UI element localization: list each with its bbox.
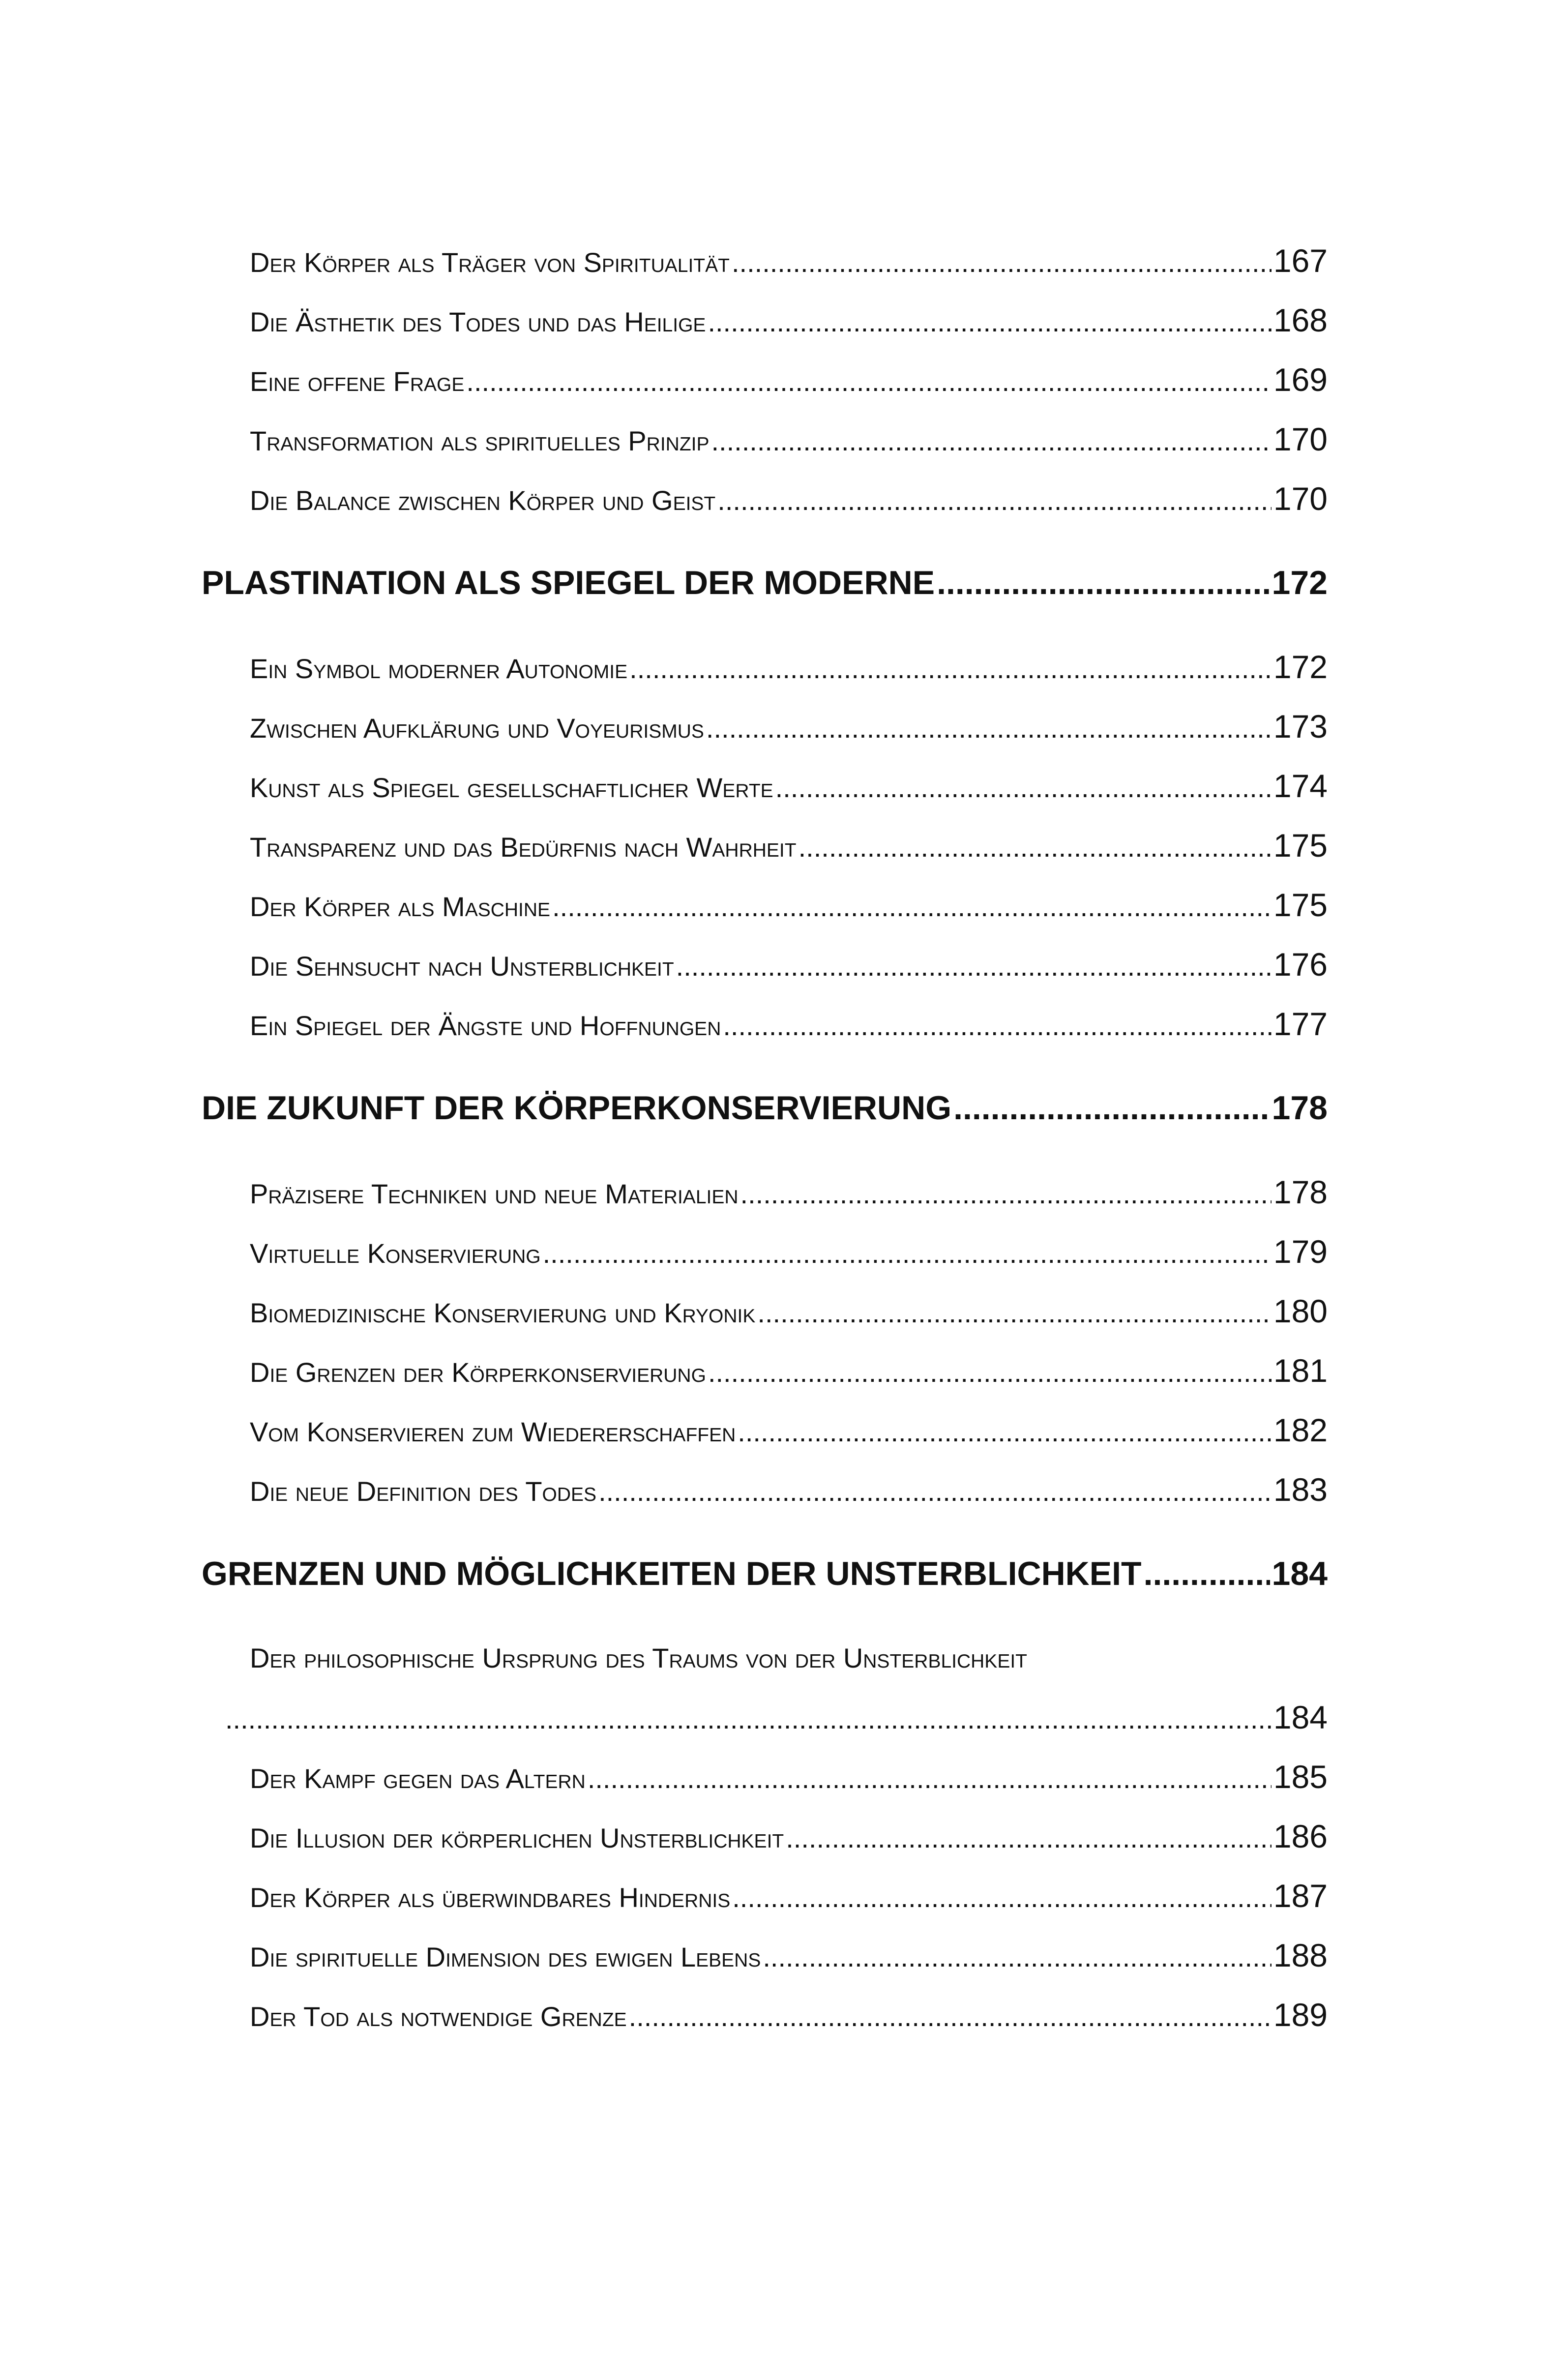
toc-entry[interactable] <box>202 350 1328 410</box>
toc-group <box>202 1544 1328 2045</box>
dot-leader <box>937 553 1270 613</box>
toc-entry-title: Transformation als spirituelles Prinzip <box>250 425 710 456</box>
dot-leader <box>799 817 1272 877</box>
toc-entry[interactable] <box>202 1341 1328 1401</box>
dot-leader <box>732 1868 1272 1927</box>
toc-entry[interactable] <box>202 935 1328 994</box>
table-of-contents <box>202 231 1328 2045</box>
toc-entry-page: 183 <box>1273 1471 1328 1508</box>
toc-entry-title: Die Illusion der körperlichen Unsterblichkeit <box>250 1822 784 1853</box>
dot-leader <box>552 877 1272 936</box>
dot-leader <box>763 1927 1272 1987</box>
dot-leader <box>738 1402 1272 1462</box>
toc-entry[interactable] <box>202 291 1328 350</box>
dot-leader <box>706 698 1272 758</box>
toc-entry[interactable] <box>202 1807 1328 1866</box>
dot-leader <box>717 471 1272 530</box>
toc-entry-page: 181 <box>1273 1352 1328 1389</box>
dot-leader <box>629 1987 1272 2046</box>
toc-entry[interactable] <box>202 469 1328 529</box>
toc-entry[interactable] <box>202 1401 1328 1460</box>
toc-entry-page: 180 <box>1273 1293 1328 1329</box>
dot-leader <box>757 1283 1271 1343</box>
dot-leader <box>740 1164 1272 1224</box>
toc-entry-page: 168 <box>1273 302 1328 338</box>
dot-leader <box>225 1689 1272 1749</box>
toc-entry-title: Der philosophische Ursprung des Traums von der Unsterblichkeit <box>250 1642 1027 1673</box>
toc-entry-title: Die Ästhetik des Todes und das Heilige <box>250 306 706 337</box>
toc-entry[interactable] <box>202 1282 1328 1341</box>
toc-entry[interactable] <box>202 1866 1328 1926</box>
toc-entry-title: Der Tod als notwendige Grenze <box>250 2001 627 2032</box>
dot-leader <box>723 996 1272 1055</box>
toc-chapter[interactable] <box>202 1544 1328 1604</box>
toc-entry-title: Ein Spiegel der Ängste und Hoffnungen <box>250 1010 721 1041</box>
toc-entry-page: 184 <box>1273 1699 1328 1735</box>
toc-entry-page: 172 <box>1273 649 1328 685</box>
dot-leader <box>953 1078 1270 1138</box>
toc-chapter-page: 178 <box>1272 1089 1328 1127</box>
toc-entry-title: Virtuelle Konservierung <box>250 1238 541 1269</box>
toc-entry-title: Eine offene Frage <box>250 366 465 397</box>
toc-entry-title: Präzisere Techniken und neue Materialien <box>250 1178 739 1209</box>
toc-chapter[interactable] <box>202 1078 1328 1138</box>
toc-entry[interactable] <box>202 756 1328 816</box>
toc-entry[interactable] <box>202 1985 1328 2045</box>
dot-leader <box>708 1343 1272 1402</box>
dot-leader <box>786 1808 1272 1868</box>
toc-group <box>202 553 1328 1054</box>
dot-leader <box>1144 1544 1270 1604</box>
toc-entry[interactable] <box>202 410 1328 469</box>
toc-entry-page: 167 <box>1273 242 1328 279</box>
toc-entry-title: Die Grenzen der Körperkonservierung <box>250 1357 706 1388</box>
dot-leader <box>775 758 1272 817</box>
toc-entry-page: 173 <box>1273 708 1328 745</box>
toc-entry-page: 178 <box>1273 1174 1328 1210</box>
toc-chapter-page: 184 <box>1272 1555 1328 1592</box>
toc-entry[interactable] <box>202 1460 1328 1520</box>
toc-entry-page: 179 <box>1273 1233 1328 1270</box>
toc-entry-page: 186 <box>1273 1818 1328 1854</box>
toc-entry[interactable] <box>202 1926 1328 1985</box>
toc-entry[interactable] <box>202 231 1328 291</box>
toc-entry-title: Ein Symbol moderner Autonomie <box>250 653 628 684</box>
toc-entry[interactable] <box>202 994 1328 1054</box>
toc-entry-page: 188 <box>1273 1937 1328 1973</box>
toc-entry-page: 185 <box>1273 1759 1328 1795</box>
toc-entry-title: Zwischen Aufklärung und Voyeurismus <box>250 713 704 744</box>
toc-chapter-page: 172 <box>1272 564 1328 601</box>
toc-entry-page: 174 <box>1273 768 1328 804</box>
toc-entry-title: Die Sehnsucht nach Unsterblichkeit <box>250 951 674 982</box>
toc-chapter-title: PLASTINATION ALS SPIEGEL DER MODERNE <box>202 564 935 601</box>
dot-leader <box>711 411 1272 471</box>
toc-entry-title: Vom Konservieren zum Wiedererschaffen <box>250 1416 736 1447</box>
toc-entry-title: Der Körper als Maschine <box>250 891 551 922</box>
dot-leader <box>708 292 1271 352</box>
toc-entry-title: Die neue Definition des Todes <box>250 1476 597 1507</box>
toc-entry-title: Die Balance zwischen Körper und Geist <box>250 485 716 516</box>
dot-leader <box>732 233 1272 292</box>
toc-entry-page: 187 <box>1273 1878 1328 1914</box>
toc-entry-page: 176 <box>1273 946 1328 983</box>
toc-entry-title: Der Kampf gegen das Altern <box>250 1763 586 1794</box>
toc-entry[interactable] <box>202 1222 1328 1282</box>
toc-entry-wrapped[interactable] <box>202 1628 1328 1747</box>
toc-entry-title: Der Körper als Träger von Spiritualität <box>250 247 730 278</box>
toc-entry-continuation <box>202 1688 1328 1747</box>
toc-entry-title: Der Körper als überwindbares Hindernis <box>250 1882 731 1913</box>
toc-entry-title: Die spirituelle Dimension des ewigen Lebens <box>250 1941 761 1972</box>
toc-entry[interactable] <box>202 875 1328 935</box>
toc-group <box>202 231 1328 529</box>
toc-chapter[interactable] <box>202 553 1328 613</box>
toc-entry-page: 169 <box>1273 361 1328 398</box>
toc-entry[interactable] <box>202 637 1328 697</box>
dot-leader <box>676 936 1272 996</box>
toc-entry-title: Transparenz und das Bedürfnis nach Wahrheit <box>250 832 797 863</box>
toc-group <box>202 1078 1328 1520</box>
toc-entry[interactable] <box>202 697 1328 756</box>
dot-leader <box>466 352 1271 411</box>
toc-entry-page: 170 <box>1273 480 1328 517</box>
dot-leader <box>629 639 1272 698</box>
toc-entry[interactable] <box>202 1163 1328 1222</box>
dot-leader <box>598 1462 1272 1521</box>
toc-entry-page: 177 <box>1273 1006 1328 1042</box>
dot-leader <box>588 1749 1272 1808</box>
toc-entry[interactable] <box>202 816 1328 875</box>
toc-entry-page: 175 <box>1273 887 1328 923</box>
toc-entry-page: 170 <box>1273 421 1328 457</box>
dot-leader <box>543 1224 1272 1283</box>
toc-chapter-title: DIE ZUKUNFT DER KÖRPERKONSERVIERUNG <box>202 1089 952 1127</box>
toc-entry[interactable] <box>202 1747 1328 1807</box>
toc-entry-title: Biomedizinische Konservierung und Kryonik <box>250 1297 756 1328</box>
toc-chapter-title: GRENZEN UND MÖGLICHKEITEN DER UNSTERBLICHKEIT <box>202 1555 1142 1592</box>
toc-entry-page: 189 <box>1273 1997 1328 2033</box>
toc-entry-page: 175 <box>1273 827 1328 864</box>
toc-entry-title: Kunst als Spiegel gesellschaftlicher Werte <box>250 772 773 803</box>
toc-entry-page: 182 <box>1273 1412 1328 1448</box>
